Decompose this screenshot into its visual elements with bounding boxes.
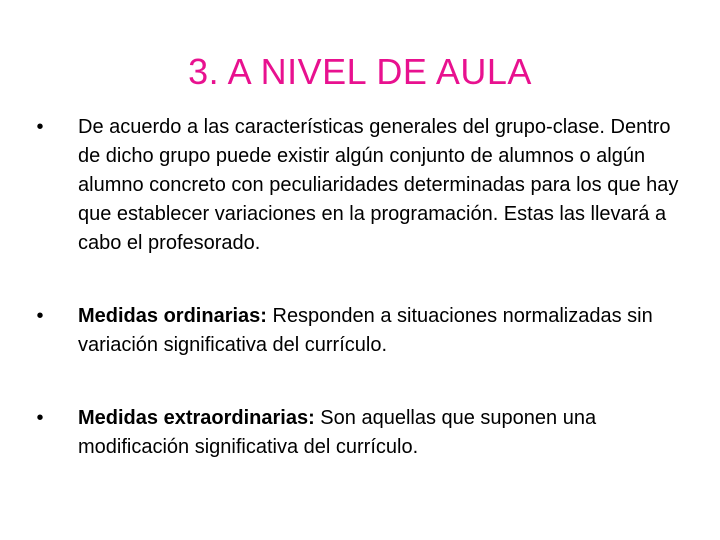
bullet-icon: •	[36, 305, 44, 327]
slide-title: 3. A NIVEL DE AULA	[188, 51, 532, 92]
bullet-icon: •	[36, 116, 44, 138]
bullet-heading: Medidas extraordinarias:	[78, 407, 315, 429]
bullet-heading: Medidas ordinarias:	[78, 305, 267, 327]
bullet-item-ordinarias	[30, 302, 690, 360]
bullet-text: Son aquellas que suponen una modificación significativa del currículo.	[78, 407, 597, 458]
bullet-text: Responden a situaciones normalizadas sin variación significativa del currículo.	[78, 305, 653, 356]
bullet-item-general	[30, 113, 690, 258]
bullet-list	[30, 113, 690, 462]
bullet-text: De acuerdo a las características generales del grupo-clase. Dentro de dicho grupo puede existir algún conjunto de alumnos o algún alumno concreto con peculiaridades determinadas para los que hay que establecer variaciones en la programación. Estas las llevará a cabo el profesorado.	[78, 116, 679, 254]
bullet-item-extraordinarias	[30, 404, 690, 462]
bullet-icon: •	[36, 407, 44, 429]
